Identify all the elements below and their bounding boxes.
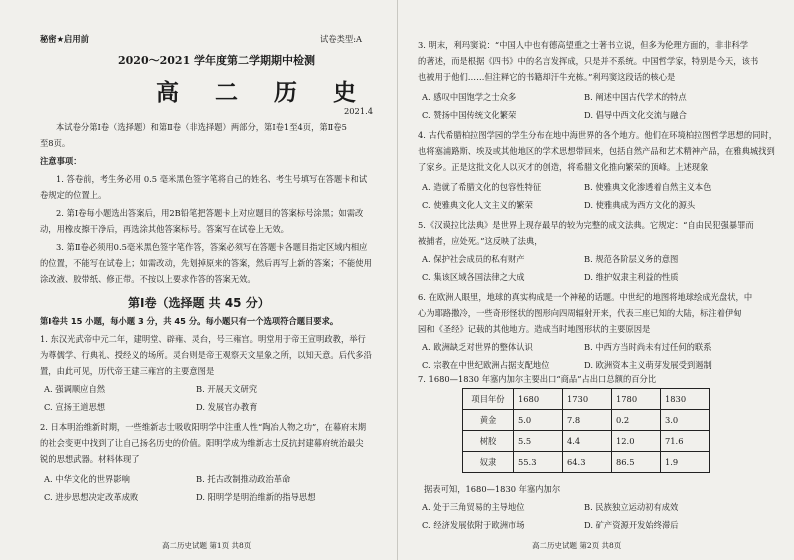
q5-option-c[interactable]: C. 集该区域各国法律之大成 bbox=[422, 272, 525, 282]
question-5-line: 5.《汉谟拉比法典》是世界上现存最早的较为完整的成文法典。它规定：“自由民犯强暴罪而 bbox=[418, 220, 754, 230]
note-line: 的位置，不能写在试卷上；如需改动，先划掉原来的答案，然后再写上新的答案；不能使用 bbox=[40, 258, 372, 268]
page-footer: 高二历史试题 第1页 共8页 bbox=[162, 541, 252, 550]
intro-line: 本试卷分第Ⅰ卷（选择题）和第Ⅱ卷（非选择题）两部分，第Ⅰ卷1至4页，第Ⅱ卷5 bbox=[56, 122, 347, 132]
table-header-cell: 1830 bbox=[661, 389, 710, 410]
question-3-line: 的著述，而是根据《四书》中的名言发挥成，只是并不系统。中国哲学家，特别是今天，该书 bbox=[418, 56, 759, 66]
q3-option-a[interactable]: A. 感叹中国饱学之士众多 bbox=[422, 92, 517, 102]
page-footer: 高二历史试题 第2页 共8页 bbox=[532, 541, 622, 550]
notes-heading: 注意事项： bbox=[40, 156, 82, 166]
note-line: 1. 答卷前，考生务必用 0.5 毫米黑色签字笔将自己的姓名、考生号填写在答题卡和试 bbox=[56, 174, 368, 184]
table-header-cell: 项目年份 bbox=[463, 389, 514, 410]
question-3-line: 3. 明末，利玛窦说：“中国人中也有德高望重之士著书立说，但多为伦理方面的，非非科学 bbox=[418, 40, 749, 50]
question-1-line: 置，由此可见，历代帝王建三雍宫的主要意图是 bbox=[40, 366, 215, 376]
table-cell: 4.4 bbox=[563, 431, 612, 452]
table-header-cell: 1730 bbox=[563, 389, 612, 410]
q5-option-a[interactable]: A. 保护社会成员的私有财产 bbox=[422, 254, 525, 264]
table-cell: 5.5 bbox=[514, 431, 563, 452]
paper-type-label: 试卷类型:A bbox=[320, 34, 362, 44]
q3-option-b[interactable]: B. 阐述中国古代学术的特点 bbox=[584, 92, 687, 102]
question-6-line: 心为耶路撒冷，一些奇形怪状的图形向四周辐射开来，代表三座已知的大陆，标注着伊甸 bbox=[418, 308, 742, 318]
table-cell: 黄金 bbox=[463, 410, 514, 431]
q1-option-a[interactable]: A. 强调顺应自然 bbox=[44, 384, 106, 394]
page-divider bbox=[397, 0, 398, 560]
section-instruction: 第Ⅰ卷共 15 小题，每小题 3 分，共 45 分。每小题只有一个选项符合题目要求。 bbox=[40, 316, 339, 326]
question-4-line: 4. 古代希腊柏拉图学园的学生分布在地中海世界的各个地方。他们在环境柏拉图哲学思想的同时， bbox=[418, 130, 778, 140]
table-cell: 5.0 bbox=[514, 410, 563, 431]
q3-option-c[interactable]: C. 赞扬中国传统文化繁荣 bbox=[422, 110, 517, 120]
question-1-line: 为尊儒学、行典礼、授经义的场所。灵台则是帝王观察天文星象之所，以知天意。后代多沿 bbox=[40, 350, 372, 360]
secrecy-label: 秘密★启用前 bbox=[40, 34, 89, 44]
table-cell: 71.6 bbox=[661, 431, 710, 452]
q6-option-a[interactable]: A. 欧洲缺乏对世界的整体认识 bbox=[422, 342, 533, 352]
q5-option-b[interactable]: B. 规范各阶层义务的意图 bbox=[584, 254, 679, 264]
note-line: 卷规定的位置上。 bbox=[40, 190, 107, 200]
table-cell: 64.3 bbox=[563, 452, 612, 473]
table-cell: 12.0 bbox=[612, 431, 661, 452]
q3-option-d[interactable]: D. 倡导中西文化交流与融合 bbox=[584, 110, 687, 120]
table-row bbox=[463, 431, 710, 452]
table-cell: 0.2 bbox=[612, 410, 661, 431]
exam-date: 2021.4 bbox=[344, 106, 374, 116]
question-5-line: 被捕者，应处死。”这反映了法典， bbox=[418, 236, 543, 246]
note-line: 3. 第Ⅱ卷必须用0.5毫米黑色签字笔作答，答案必须写在答题卡各题目指定区域内相应 bbox=[56, 242, 368, 252]
note-line: 2. 第Ⅰ卷每小题选出答案后，用2B铅笔把答题卡上对应题目的答案标号涂黑；如需改 bbox=[56, 208, 364, 218]
table-cell: 7.8 bbox=[563, 410, 612, 431]
q7-option-c[interactable]: C. 经济发展依附于欧洲市场 bbox=[422, 520, 525, 530]
intro-line: 至8页。 bbox=[40, 138, 71, 148]
exam-name: 2020～2021 学年度第二学期期中检测 bbox=[118, 54, 316, 67]
table-cell: 55.3 bbox=[514, 452, 563, 473]
q4-option-a[interactable]: A. 造就了希腊文化的包容性特征 bbox=[422, 182, 542, 192]
question-2-line: 2. 日本明治维新时期，一些维新志士吸收阳明学中注重人性“陶冶人物之功”，在幕府末期 bbox=[40, 422, 367, 432]
question-4-line: 了家乡。正是这批文化人以灭才的创造，将希腊文化推向繁荣的顶峰。上述现象 bbox=[418, 162, 709, 172]
q7-option-a[interactable]: A. 处于三角贸易的主导地位 bbox=[422, 502, 525, 512]
question-2-line: 锐的思想武器。材料体现了 bbox=[40, 454, 140, 464]
question-3-line: 也被用于他们……但注释它的书籍却汗牛充栋。”利玛窦这段话的核心是 bbox=[418, 72, 676, 82]
question-4-line: 也将塞浦路斯、埃及或其他地区的学术思想带回来，包括自然产品和艺术精神产品，在雅典城找到 bbox=[418, 146, 775, 156]
question-2-line: 的社会变更中找到了让自己扬名历史的价值。阳明学成为维新志士反抗封建幕府统治最尖 bbox=[40, 438, 364, 448]
note-line: 动，用橡皮擦干净后，再选涂其他答案标号。答案写在试卷上无效。 bbox=[40, 224, 289, 234]
q1-option-d[interactable]: D. 发展官办教育 bbox=[196, 402, 258, 412]
question-6-line: 园和《圣经》记载的其他地方。造成当时地图形状的主要原因是 bbox=[418, 324, 651, 334]
q7-option-d[interactable]: D. 矿产资源开发始终滞后 bbox=[584, 520, 679, 530]
note-line: 涂改液、胶带纸、修正带。不按以上要求作答的答案无效。 bbox=[40, 274, 256, 284]
question-7-line: 7. 1680—1830 年塞内加尔主要出口“商品”占出口总额的百分比 bbox=[418, 374, 657, 384]
q7-option-b[interactable]: B. 民族独立运动初有成效 bbox=[584, 502, 679, 512]
table-header-cell: 1680 bbox=[514, 389, 563, 410]
q2-option-d[interactable]: D. 阳明学是明治维新的指导思想 bbox=[196, 492, 316, 502]
q5-option-d[interactable]: D. 维护奴隶主利益的性质 bbox=[584, 272, 679, 282]
q6-option-b[interactable]: B. 中西方当时尚未有过任何的联系 bbox=[584, 342, 712, 352]
table-cell: 树胶 bbox=[463, 431, 514, 452]
page-title: 高 二 历 史 bbox=[156, 79, 371, 106]
q2-option-b[interactable]: B. 托古改制推动政治革命 bbox=[196, 474, 291, 484]
question-1-line: 1. 东汉光武帝中元二年，建明堂、辟雍、灵台，号三雍宫。明堂用于帝王宣明政教，举行 bbox=[40, 334, 366, 344]
q4-option-d[interactable]: D. 使雅典成为西方文化的源头 bbox=[584, 200, 696, 210]
question-6-line: 6. 在欧洲人眼里，地球的真实构成是一个神秘的话题。中世纪的地图将地球绘成光盘状，中 bbox=[418, 292, 753, 302]
q1-option-b[interactable]: B. 开展天文研究 bbox=[196, 384, 258, 394]
table-cell: 3.0 bbox=[661, 410, 710, 431]
q6-option-d[interactable]: D. 欧洲资本主义萌芽发展受到遏制 bbox=[584, 360, 712, 370]
table-row bbox=[463, 452, 710, 473]
export-table bbox=[462, 388, 710, 473]
table-header-cell: 1780 bbox=[612, 389, 661, 410]
section-title: 第Ⅰ卷（选择题 共 45 分） bbox=[128, 296, 270, 310]
table-cell: 奴隶 bbox=[463, 452, 514, 473]
q4-option-b[interactable]: B. 使雅典文化渗透着自然主义本色 bbox=[584, 182, 712, 192]
table-header-row bbox=[463, 389, 710, 410]
q2-option-c[interactable]: C. 进步思想决定改革成败 bbox=[44, 492, 139, 502]
table-cell: 1.9 bbox=[661, 452, 710, 473]
q4-option-c[interactable]: C. 使雅典文化人文主义的繁荣 bbox=[422, 200, 533, 210]
question-7-stem: 据表可知，1680—1830 年塞内加尔 bbox=[424, 484, 561, 494]
q2-option-a[interactable]: A. 中华文化的世界影响 bbox=[44, 474, 130, 484]
q1-option-c[interactable]: C. 宣扬王道思想 bbox=[44, 402, 106, 412]
table-cell: 86.5 bbox=[612, 452, 661, 473]
table-row bbox=[463, 410, 710, 431]
q6-option-c[interactable]: C. 宗教在中世纪欧洲占据支配地位 bbox=[422, 360, 550, 370]
